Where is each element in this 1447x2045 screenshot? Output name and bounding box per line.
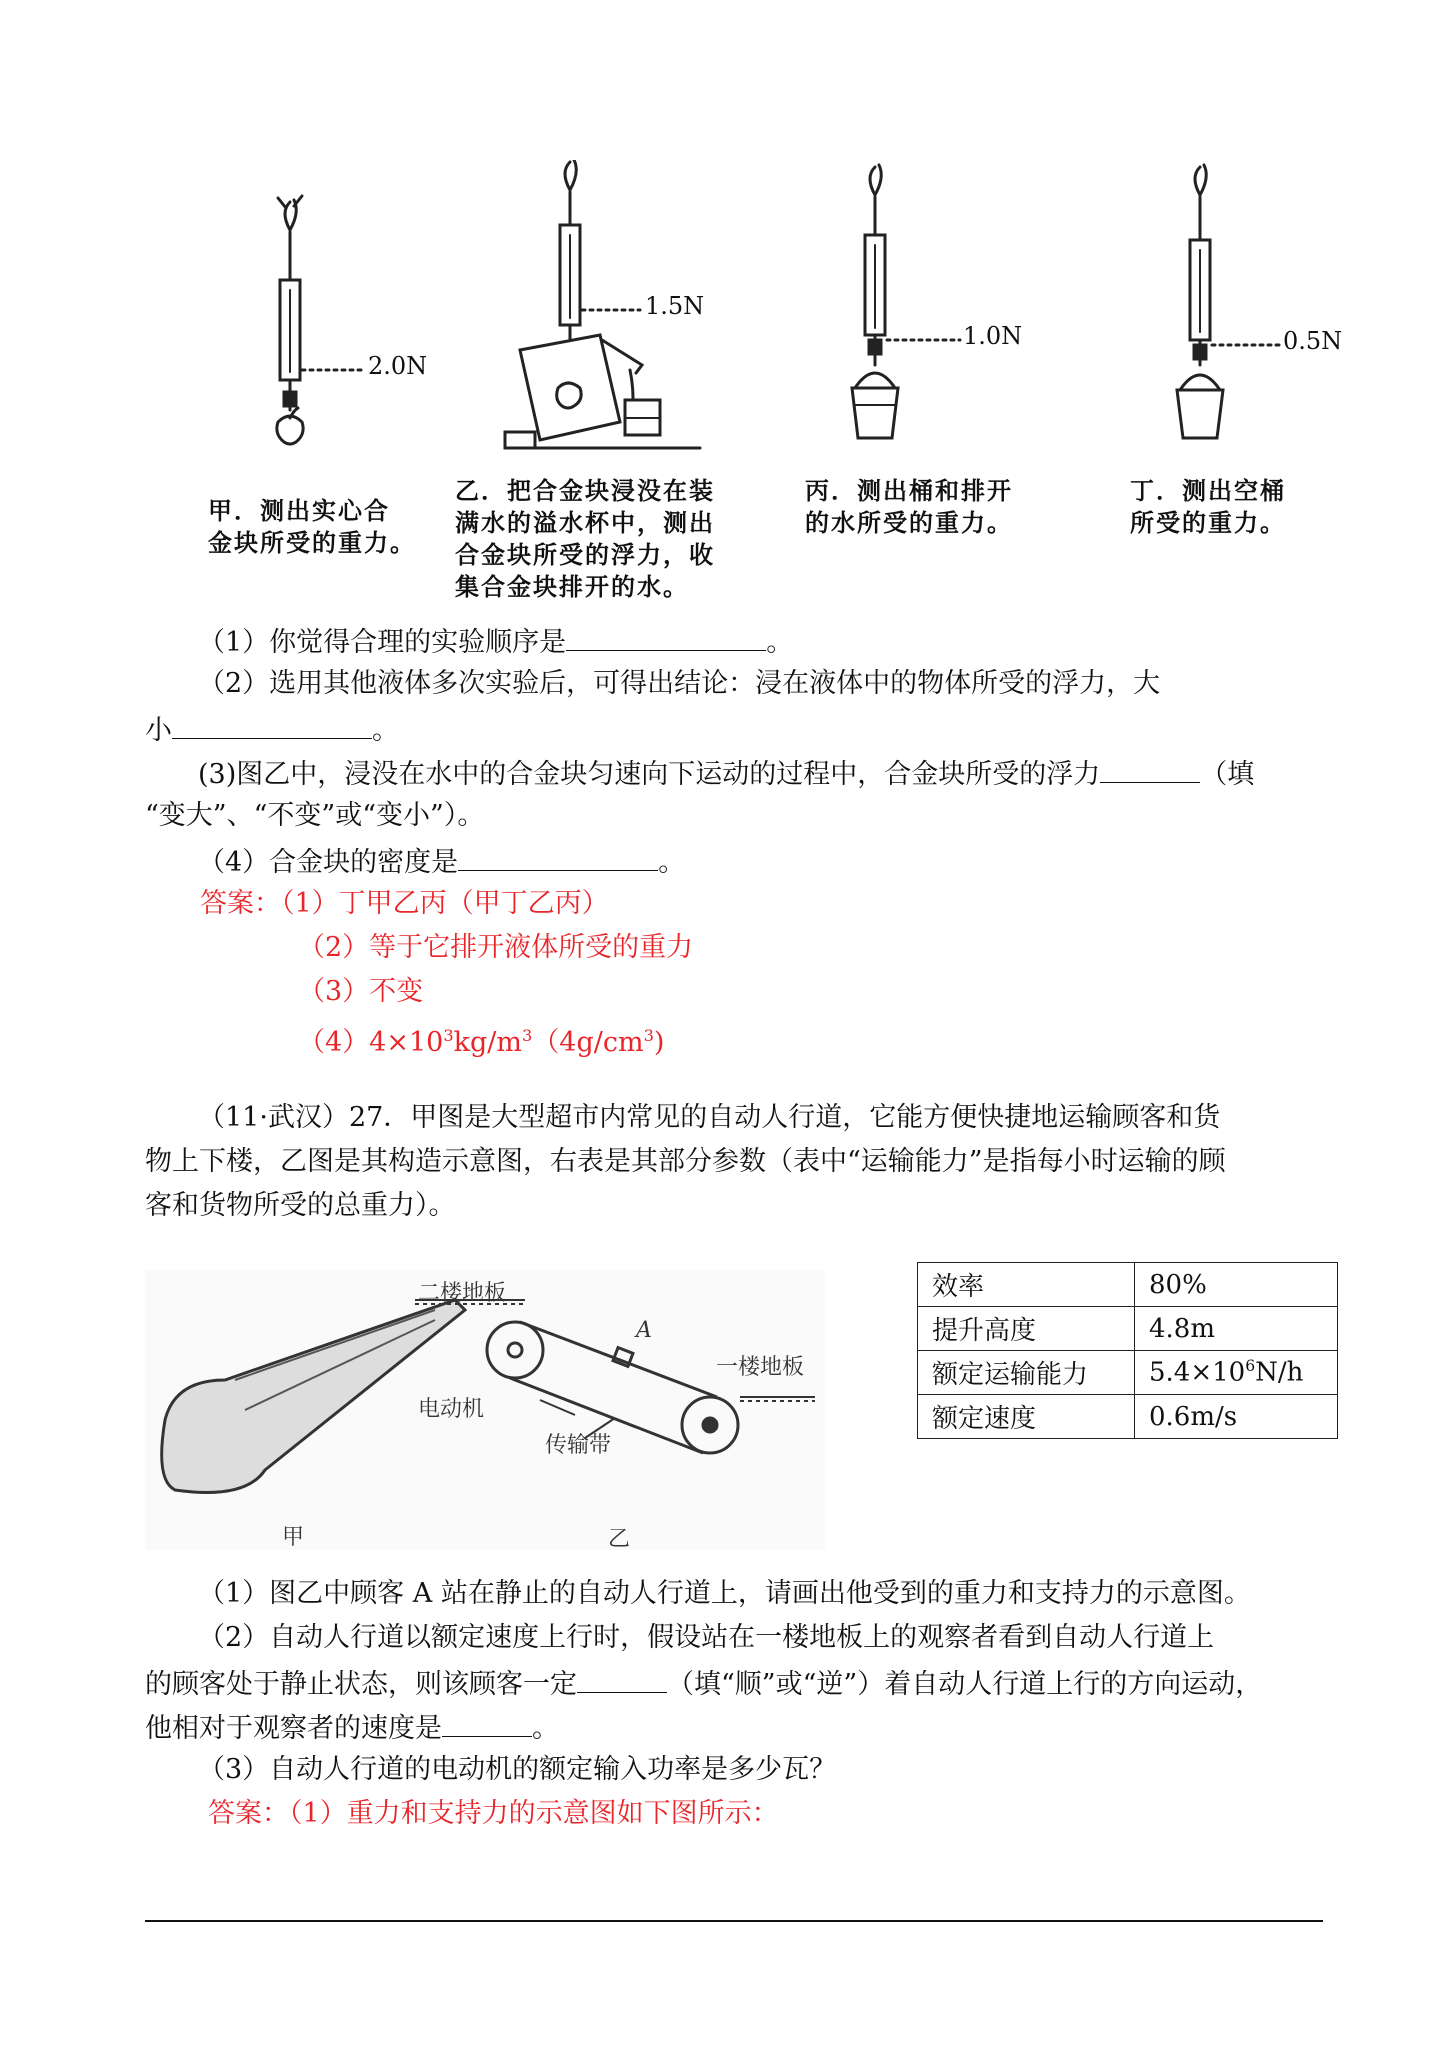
q2-item-2c: 他相对于观察者的速度是 。 (145, 1708, 559, 1747)
q1-answer-4: $(4)4\times 10^3kg/m^3(4g/cm^3)$ (298, 1026, 665, 1058)
q2-intro-1: （11·武汉）27．甲图是大型超市内常见的自动人行道，它能方便快捷地运输顾客和货 (198, 1102, 1221, 1133)
caption-bing: 丙．测出桶和排开 的水所受的重力。 (805, 477, 1013, 537)
label-floor2: 二楼地板 (418, 1281, 507, 1306)
q1-item-3b: “变大”、“不变”或“变小”）。 (145, 800, 485, 831)
label-jia: 甲 (282, 1525, 305, 1550)
q2-item-2b: 的顾客处于静止状态，则该顾客一定 （填“顺”或“逆”）着自动人行道上行的方向运动， (145, 1664, 1262, 1703)
table-row: 效率 80% (918, 1263, 1338, 1307)
escalator-parameter-table (917, 1262, 1338, 1439)
reading-jia: 2.0N (368, 352, 428, 380)
label-belt: 传输带 (545, 1433, 612, 1458)
scale-jia (277, 196, 365, 444)
q2-item-2a: （2）自动人行道以额定速度上行时，假设站在一楼地板上的观察者看到自动人行道上 (198, 1622, 1215, 1653)
caption-yi: 乙．把合金块浸没在装 满水的溢水杯中，测出 合金块所受的浮力，收 集合金块排开的水。 (455, 477, 715, 601)
scale-bing (852, 165, 960, 438)
q2-intro-3: 客和货物所受的总重力）。 (145, 1190, 456, 1221)
table-row: 提升高度 4.8m (918, 1307, 1338, 1351)
q2-item-1: （1）图乙中顾客 A 站在静止的自动人行道上，请画出他受到的重力和支持力的示意图。 (198, 1578, 1251, 1609)
q2-intro-2: 物上下楼，乙图是其构造示意图，右表是其部分参数（表中“运输能力”是指每小时运输的顾 (145, 1146, 1226, 1177)
q2-answer-1: 答案：（1）重力和支持力的示意图如下图所示： (208, 1798, 779, 1829)
q1-answer-3: （3）不变 (298, 976, 424, 1007)
table-row: 额定运输能力 $5.4\times 10^6N/h$ (918, 1351, 1338, 1395)
q1-answer-1: 答案：（1）丁甲乙丙（甲丁乙丙） (200, 888, 609, 919)
reading-bing: 1.0N (963, 322, 1023, 350)
q1-item-1: （1）你觉得合理的实验顺序是 。 (198, 622, 793, 661)
scale-ding (1177, 165, 1280, 438)
reading-yi: 1.5N (645, 292, 705, 320)
q1-answer-2: （2）等于它排开液体所受的重力 (298, 932, 694, 963)
table-row: 额定速度 0.6m/s (918, 1395, 1338, 1439)
label-floor1: 一楼地板 (716, 1355, 805, 1380)
q1-item-2a: （2）选用其他液体多次实验后，可得出结论：浸在液体中的物体所受的浮力，大 (198, 668, 1161, 699)
q2-item-3: （3）自动人行道的电动机的额定输入功率是多少瓦？ (198, 1754, 837, 1785)
caption-jia: 甲．测出实心合 金块所受的重力。 (208, 497, 416, 557)
q1-item-4: （4）合金块的密度是 。 (198, 842, 685, 881)
caption-ding: 丁．测出空桶 所受的重力。 (1130, 477, 1286, 537)
footer-divider (145, 1920, 1323, 1922)
reading-ding: 0.5N (1283, 327, 1343, 355)
label-yi: 乙 (608, 1527, 631, 1552)
label-motor: 电动机 (418, 1397, 485, 1422)
label-person-a: A (636, 1318, 652, 1343)
q1-item-2b: 小 。 (145, 710, 399, 749)
escalator-figure (145, 1270, 825, 1550)
buoyancy-experiment-figure (190, 160, 1370, 450)
q1-item-3a: (3)图乙中，浸没在水中的合金块匀速向下运动的过程中，合金块所受的浮力 （填 (198, 754, 1254, 793)
